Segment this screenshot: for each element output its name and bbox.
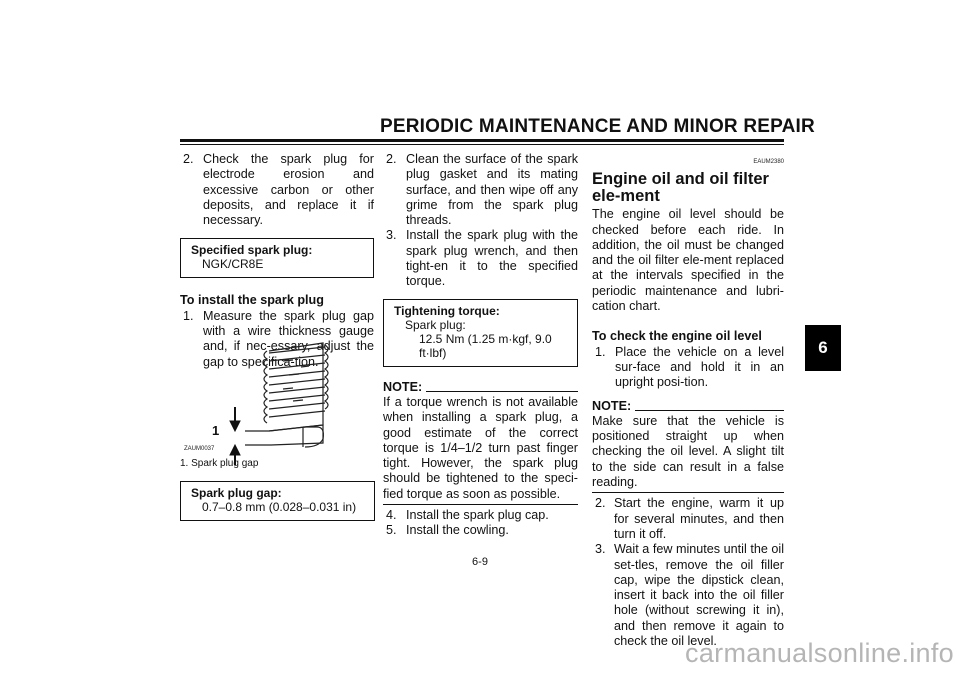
step-check-dipstick: 3. Wait a few minutes until the oil set-tles, remove the oil filler cap, wipe the dipstick clean, insert it back into the oil filler hole (without screwing it in), and then remove it again to check the oil level.	[595, 542, 784, 649]
spark-plug-illustration	[205, 335, 345, 465]
column-2	[383, 152, 578, 539]
figure-caption: 1. Spark plug gap	[180, 458, 259, 469]
note-text: If a torque wrench is not available when installing a spark plug, a good estimate of the correct torque is 1/4–1/2 turn past finger tight. However, the spark plug should be tightened to the speci-fied torque as soon as possible.	[383, 394, 578, 501]
spec-box-gap: Spark plug gap: 0.7–0.8 mm (0.028–0.031 in)	[180, 481, 375, 521]
step-install-cowling: 5. Install the cowling.	[386, 523, 509, 538]
chapter-tab: 6	[805, 325, 841, 371]
figure-code: ZAUM0037	[184, 446, 215, 452]
step-install-plug: 3. Install the spark plug with the spark plug wrench, and then tight-en it to the specified torque.	[386, 228, 578, 289]
note-text-oil: Make sure that the vehicle is positioned straight up when checking the oil level. A slight tilt to the side can result in a false reading.	[592, 413, 784, 490]
note-heading-oil: NOTE:	[592, 399, 784, 414]
section-heading-check-oil: To check the engine oil level	[592, 329, 762, 344]
figure-callout-1: 1	[212, 423, 220, 438]
step-check-spark-plug: 2. Check the spark plug for electrode erosion and excessive carbon or other deposits, and replace it if necessary.	[183, 152, 374, 228]
intro-text: The engine oil level should be checked before each ride. In addition, the oil must be changed and the oil filter ele-ment replaced at the intervals specified in the periodic maintenance and lubri-cation chart.	[592, 207, 784, 314]
note-end-rule	[383, 504, 578, 505]
spark-plug-figure	[205, 335, 345, 465]
section-heading-install: To install the spark plug	[180, 293, 324, 308]
watermark: carmanualsonline.info	[685, 638, 954, 668]
spec-box-torque: Tightening torque: Spark plug: 12.5 Nm (1.25 m·kgf, 9.0 ft·lbf)	[383, 299, 578, 367]
spec-box-spark-plug: Specified spark plug: NGK/CR8E	[180, 238, 374, 278]
step-install-cap: 4. Install the spark plug cap.	[386, 508, 549, 523]
page-number: 6-9	[472, 556, 488, 568]
section-code: EAUM2380	[753, 159, 784, 165]
note-end-rule-oil	[592, 492, 784, 493]
header-rule	[180, 139, 784, 142]
header-rule-thin	[180, 144, 784, 145]
column-3	[592, 152, 784, 649]
page-title: PERIODIC MAINTENANCE AND MINOR REPAIR	[380, 116, 815, 137]
step-place-vehicle: 1. Place the vehicle on a level sur-face and hold it in an upright posi-tion.	[595, 344, 784, 390]
step-start-engine: 2. Start the engine, warm it up for several minutes, and then turn it off.	[595, 496, 784, 541]
section-heading-engine-oil: Engine oil and oil filter ele-ment	[592, 170, 769, 206]
step-clean-surface: 2. Clean the surface of the spark plug gasket and its mating surface, and then wipe off any grime from the spark plug threads.	[386, 152, 578, 228]
step-measure-gap: 1. Measure the spark plug gap with a wire thickness gauge and, if nec-essary, adjust the gap to specifica-tion.	[183, 308, 374, 369]
note-heading: NOTE:	[383, 380, 578, 395]
